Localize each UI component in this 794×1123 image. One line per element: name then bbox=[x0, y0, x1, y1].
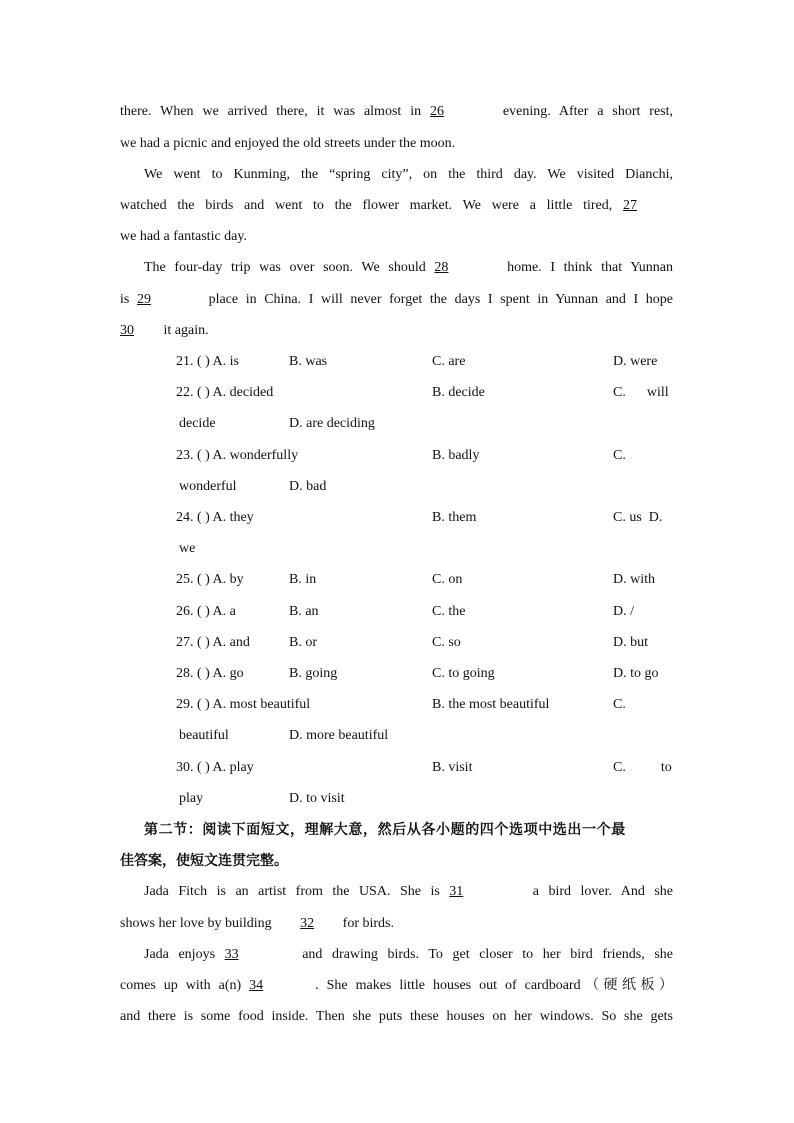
question-24: 24. ( ) A. they bbox=[176, 510, 254, 525]
question-23: 23. ( ) A. wonderfully bbox=[176, 448, 299, 463]
option-b: B. the most beautiful bbox=[432, 697, 550, 712]
option-c-wrap: decide bbox=[179, 416, 216, 431]
option-d: D. / bbox=[613, 604, 634, 619]
option-b: B. going bbox=[289, 666, 338, 681]
option-c: C. so bbox=[432, 635, 461, 650]
option-b: B. or bbox=[289, 635, 317, 650]
passage-line: we had a fantastic day. bbox=[120, 229, 247, 244]
option-d: D. to go bbox=[613, 666, 659, 681]
option-c: C. the bbox=[432, 604, 466, 619]
option-b: B. badly bbox=[432, 448, 480, 463]
option-b: B. an bbox=[289, 604, 319, 619]
option-c: C. to going bbox=[432, 666, 495, 681]
blank-33: 33 bbox=[224, 947, 239, 962]
blank-34: 34 bbox=[249, 978, 264, 993]
passage-line: The four-day trip was over soon. We should 28 home. I think that Yunnan bbox=[144, 258, 673, 278]
passage-line: 30 it again. bbox=[120, 321, 209, 341]
option-c: C. us D. bbox=[613, 510, 663, 525]
option-d: D. to visit bbox=[289, 791, 345, 806]
option-c: C. on bbox=[432, 572, 463, 587]
option-c: C. bbox=[613, 697, 626, 712]
option-c: C. bbox=[613, 448, 626, 463]
question-21: 21. ( ) A. is bbox=[176, 354, 239, 369]
question-28: 28. ( ) A. go bbox=[176, 666, 244, 681]
blank-30: 30 bbox=[120, 323, 134, 338]
option-c: C. will bbox=[613, 385, 669, 400]
passage-line: we had a picnic and enjoyed the old streets under the moon. bbox=[120, 136, 456, 151]
option-c: C. are bbox=[432, 354, 466, 369]
passage-line: and there is some food inside. Then she puts these houses on her windows. So she gets bbox=[120, 1009, 673, 1024]
option-d-wrap: we bbox=[179, 541, 196, 556]
blank-27: 27 bbox=[623, 198, 637, 213]
option-b: B. in bbox=[289, 572, 317, 587]
passage-line: is 29 place in China. I will never forget the days I spent in Yunnan and I hope bbox=[120, 290, 673, 310]
blank-32: 32 bbox=[300, 916, 315, 931]
option-b: B. was bbox=[289, 354, 328, 369]
question-25: 25. ( ) A. by bbox=[176, 572, 244, 587]
option-c-wrap: beautiful bbox=[179, 728, 229, 743]
question-27: 27. ( ) A. and bbox=[176, 635, 250, 650]
passage-line: We went to Kunming, the “spring city”, on the third day. We visited Dianchi, bbox=[144, 167, 673, 182]
option-c: C. to bbox=[613, 760, 672, 775]
option-d: D. but bbox=[613, 635, 648, 650]
blank-28: 28 bbox=[434, 260, 449, 275]
option-b: B. decide bbox=[432, 385, 485, 400]
option-d: D. were bbox=[613, 354, 658, 369]
question-22: 22. ( ) A. decided bbox=[176, 385, 274, 400]
blank-31: 31 bbox=[449, 884, 464, 899]
passage-line: Jada enjoys 33 and drawing birds. To get closer to her bird friends, she bbox=[144, 945, 673, 965]
section-heading: 第二节：阅读下面短文，理解大意，然后从各小题的四个选项中选出一个最 bbox=[144, 822, 626, 838]
passage-line: comes up with a(n) 34 . She makes little houses out of cardboard（硬纸板） bbox=[120, 976, 673, 996]
passage-line: Jada Fitch is an artist from the USA. She is 31 a bird lover. And she bbox=[144, 882, 673, 902]
passage-line: watched the birds and went to the flower market. We were a little tired, 27 bbox=[120, 196, 673, 216]
passage-line: shows her love by building 32 for birds. bbox=[120, 914, 394, 934]
question-29: 29. ( ) A. most beautiful bbox=[176, 697, 311, 712]
option-d: D. with bbox=[613, 572, 655, 587]
option-b: B. them bbox=[432, 510, 477, 525]
question-26: 26. ( ) A. a bbox=[176, 604, 236, 619]
option-d: D. are deciding bbox=[289, 416, 375, 431]
option-d: D. more beautiful bbox=[289, 728, 389, 743]
option-d: D. bad bbox=[289, 479, 327, 494]
option-b: B. visit bbox=[432, 760, 473, 775]
option-c-wrap: play bbox=[179, 791, 204, 806]
passage-line: there. When we arrived there, it was almost in 26 evening. After a short rest, bbox=[120, 102, 673, 122]
question-30: 30. ( ) A. play bbox=[176, 760, 254, 775]
option-c-wrap: wonderful bbox=[179, 479, 237, 494]
blank-29: 29 bbox=[136, 292, 151, 307]
section-heading-continued: 佳答案，使短文连贯完整。 bbox=[120, 853, 288, 869]
blank-26: 26 bbox=[429, 104, 444, 119]
